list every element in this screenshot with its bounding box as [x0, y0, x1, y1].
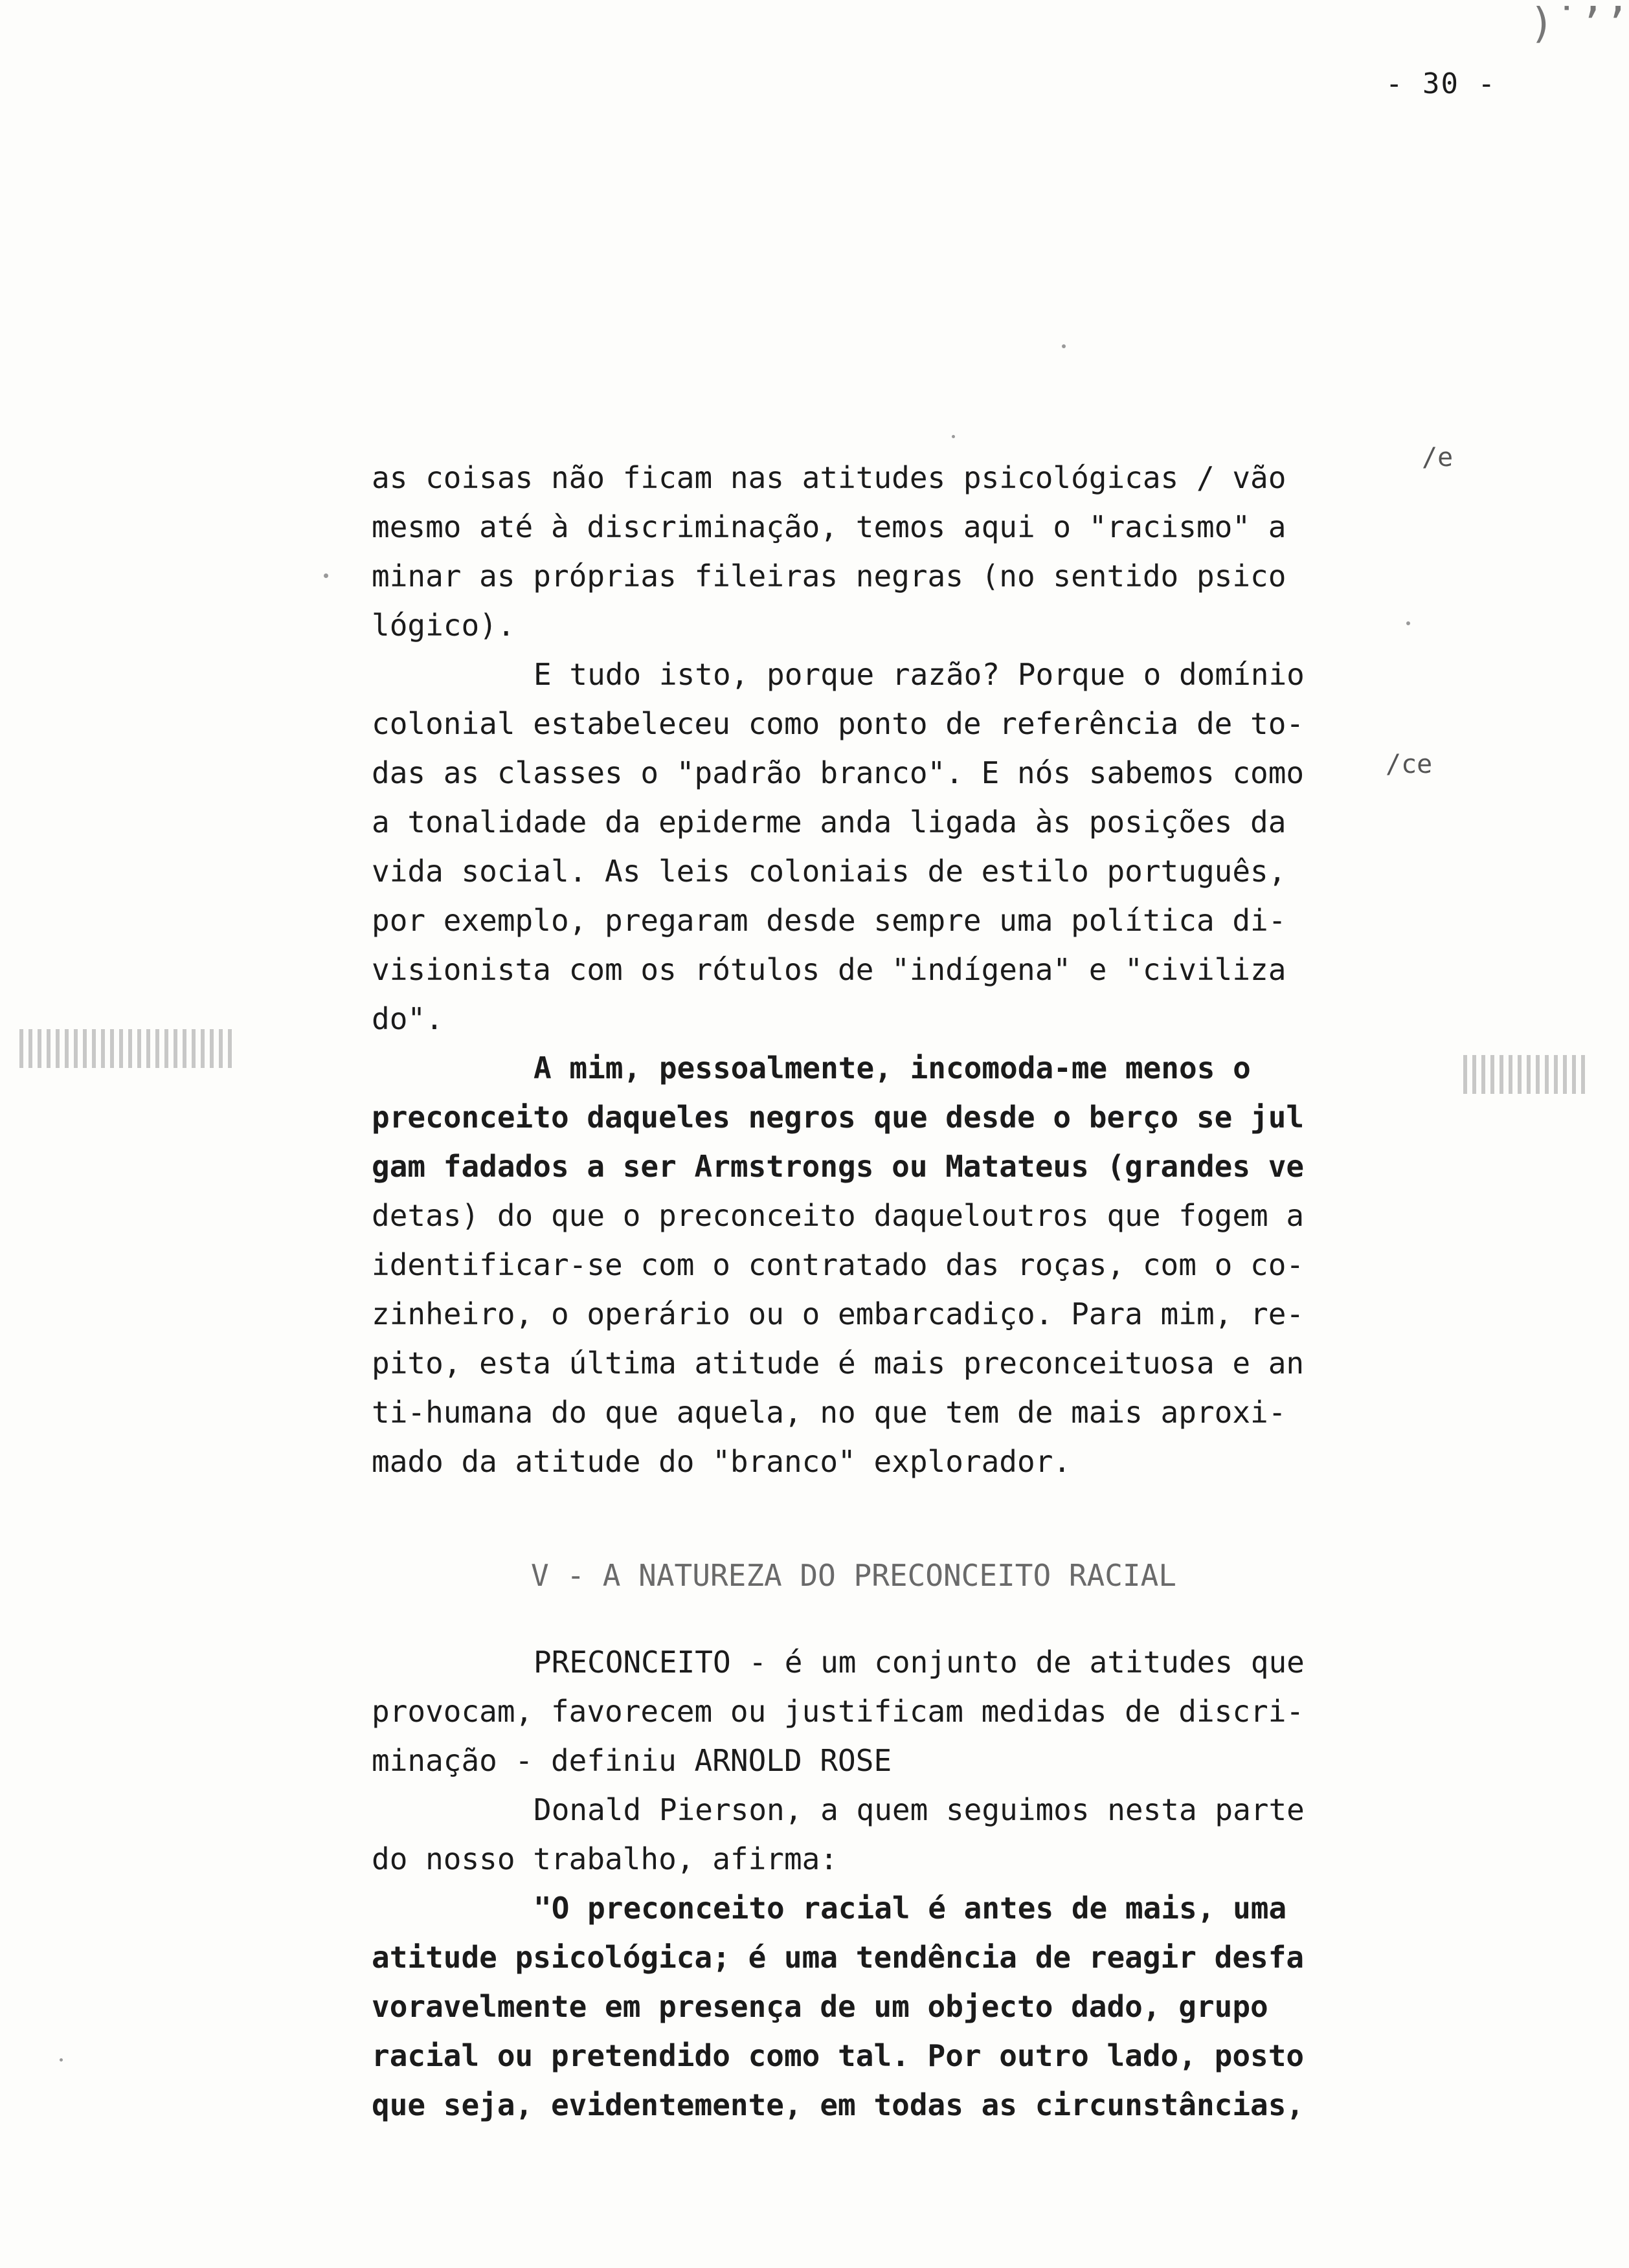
text-line: zinheiro, o operário ou o embarcadiço. Para mim, re-: [372, 1296, 1305, 1331]
scan-smudge: [19, 1029, 233, 1068]
paragraph-personal-opinion: [372, 1043, 1382, 1486]
scan-speck: [1406, 621, 1410, 625]
text-line: vida social. As leis coloniais de estilo português,: [372, 854, 1286, 889]
text-line: identificar-se com o contratado das roças, com o co-: [372, 1247, 1305, 1282]
page-number: - 30 -: [1386, 67, 1496, 100]
text-line: do".: [372, 1001, 444, 1036]
text-line-bold: racial ou pretendido como tal. Por outro lado, posto: [372, 2038, 1305, 2073]
text-line: do nosso trabalho, afirma:: [372, 1841, 838, 1876]
paragraph-pierson: [372, 1785, 1382, 1884]
text-line: colonial estabeleceu como ponto de referência de to-: [372, 706, 1305, 741]
text-line: Donald Pierson, a quem seguimos nesta parte: [534, 1792, 1305, 1827]
text-line: lógico).: [372, 608, 515, 643]
text-line: PRECONCEITO - é um conjunto de atitudes que: [534, 1645, 1305, 1680]
text-line-bold: preconceito daqueles negros que desde o berço se jul: [372, 1100, 1305, 1135]
corner-handwritten-mark: )˙ʼ’: [1529, 0, 1629, 48]
text-line: detas) do que o preconceito daqueloutros que fogem a: [372, 1198, 1305, 1233]
scan-speck: [324, 573, 328, 578]
text-line: pito, esta última atitude é mais preconceituosa e an: [372, 1346, 1305, 1381]
text-line: minação - definiu ARNOLD ROSE: [372, 1743, 892, 1778]
text-line-bold: A mim, pessoalmente, incomoda-me menos o: [534, 1051, 1251, 1085]
scan-speck: [952, 435, 955, 438]
text-line-bold: gam fadados a ser Armstrongs ou Matateus (grandes ve: [372, 1149, 1305, 1184]
text-line: mado da atitude do "branco" explorador.: [372, 1444, 1072, 1479]
margin-note-correction: /ce: [1386, 750, 1433, 779]
margin-note-correction: /e: [1422, 443, 1454, 472]
scan-speck: [60, 2058, 63, 2062]
text-line-bold: atitude psicológica; é uma tendência de reagir desfa: [372, 1940, 1305, 1975]
section-heading: [531, 1551, 1373, 1600]
scan-smudge: [1463, 1055, 1590, 1094]
paragraph-quotation: [372, 1884, 1382, 2129]
text-line: visionista com os rótulos de "indígena" e "civiliza: [372, 952, 1286, 987]
paragraph-colonial-domain: [372, 650, 1382, 1043]
text-line: minar as próprias fileiras negras (no sentido psico: [372, 559, 1286, 594]
text-line: a tonalidade da epiderme anda ligada às posições da: [372, 805, 1286, 839]
scan-speck: [1062, 344, 1066, 348]
paragraph-definition: [372, 1638, 1382, 1785]
text-line: por exemplo, pregaram desde sempre uma política di-: [372, 903, 1286, 938]
paragraph-racism-discrimination: [372, 453, 1382, 650]
text-line-bold: voravelmente em presença de um objecto dado, grupo: [372, 1989, 1268, 2024]
text-line: das as classes o "padrão branco". E nós sabemos como: [372, 755, 1305, 790]
text-line: mesmo até à discriminação, temos aqui o "racismo" a: [372, 509, 1286, 544]
text-line: ti-humana do que aquela, no que tem de mais aproxi-: [372, 1395, 1286, 1430]
text-line-bold: "O preconceito racial é antes de mais, uma: [534, 1891, 1287, 1926]
section-title: V - A NATUREZA DO PRECONCEITO RACIAL: [531, 1558, 1176, 1593]
text-line: as coisas não ficam nas atitudes psicológicas / vão: [372, 460, 1286, 495]
text-line: E tudo isto, porque razão? Porque o domínio: [534, 657, 1305, 692]
text-line-bold: que seja, evidentemente, em todas as circunstâncias,: [372, 2087, 1305, 2122]
text-line: provocam, favorecem ou justificam medidas de discri-: [372, 1694, 1305, 1729]
